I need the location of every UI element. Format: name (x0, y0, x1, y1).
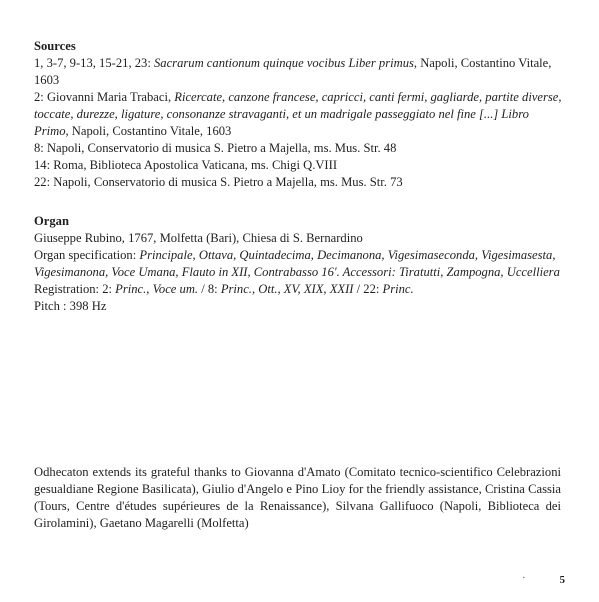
source-entry: 2: Giovanni Maria Trabaci, Ricercate, canzone francese, capricci, canti fermi, gagliarde, partite diverse, toccate, durezze, ligature, consonanze stravaganti, et un madrigale passeggiato nel fine [...] Libro Primo, Napoli, Costantino Vitale, 1603 (34, 90, 562, 138)
organ-registration: Registration: 2: Princ., Voce um. / 8: Princ., Ott., XV, XIX, XXII / 22: Princ. (34, 282, 414, 296)
source-entry: 14: Roma, Biblioteca Apostolica Vaticana, ms. Chigi Q.VIII (34, 158, 338, 172)
sources-section (34, 38, 566, 191)
footer-mark: · (522, 572, 526, 584)
organ-section (34, 213, 566, 315)
organ-specification: Organ specification: Principale, Ottava, Quintadecima, Decimanona, Vigesimaseconda, Vigesimasesta, Vigesimanona, Voce Umana, Flauto in XII, Contrabasso 16'. Accessori: Tiratutti, Zampogna, Uccelliera (34, 248, 560, 279)
source-entry: 8: Napoli, Conservatorio di musica S. Pietro a Majella, ms. Mus. Str. 48 (34, 141, 397, 155)
source-entry: 1, 3-7, 9-13, 15-21, 23: Sacrarum cantionum quinque vocibus Liber primus, Napoli, Costantino Vitale, 1603 (34, 56, 552, 87)
sources-heading: Sources (34, 39, 76, 53)
source-entry: 22: Napoli, Conservatorio di musica S. Pietro a Majella, ms. Mus. Str. 73 (34, 175, 403, 189)
page-number: 5 (559, 574, 565, 586)
organ-pitch: Pitch : 398 Hz (34, 299, 107, 313)
organ-heading: Organ (34, 214, 69, 228)
organ-builder: Giuseppe Rubino, 1767, Molfetta (Bari), Chiesa di S. Bernardino (34, 231, 363, 245)
acknowledgements: Odhecaton extends its grateful thanks to Giovanna d'Amato (Comitato tecnico-scientifico Celebrazioni gesualdiane Regione Basilicata), Giulio d'Angelo e Pino Lioy for the friendly assistance, Cristina Cassia (Tours, Centre d'études supérieures de la Renaissance), Silvana Gallifuoco (Napoli, Biblioteca dei Girolamini), Gaetano Magarelli (Molfetta) (34, 465, 561, 530)
